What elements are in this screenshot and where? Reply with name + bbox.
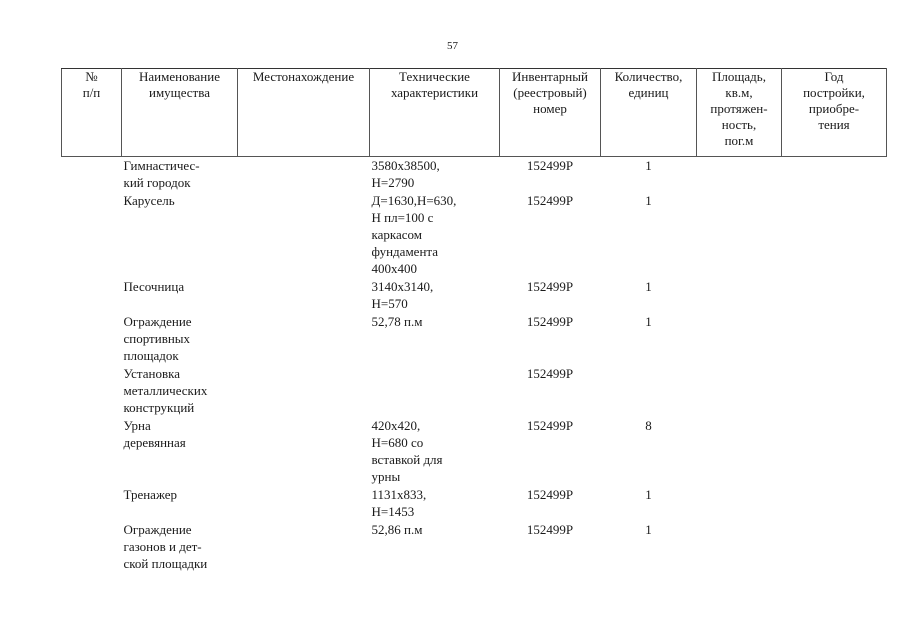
item-location: [238, 521, 370, 573]
item-quantity: 8: [645, 418, 652, 433]
item-location: [238, 278, 370, 313]
item-specs: 3580x38500, H=2790: [371, 158, 440, 190]
item-name: Ограждение газонов и дет- ской площадки: [123, 522, 208, 571]
item-year: [782, 365, 887, 417]
item-location: [238, 313, 370, 365]
item-year: [782, 157, 887, 193]
item-inventory-number: 152499Р: [526, 314, 574, 329]
property-table: [61, 68, 887, 573]
item-location: [238, 365, 370, 417]
item-area: [697, 157, 782, 193]
row-number: [62, 192, 122, 278]
item-year: [782, 417, 887, 486]
table-row: [62, 486, 887, 521]
item-year: [782, 521, 887, 573]
item-inventory-number: 152499Р: [526, 522, 574, 537]
item-quantity: 1: [645, 279, 652, 294]
table-body: [62, 157, 887, 574]
item-inventory-number: 152499Р: [526, 487, 574, 502]
item-area: [697, 278, 782, 313]
row-number: [62, 313, 122, 365]
item-quantity: 1: [645, 314, 652, 329]
header-location: Местонахождение: [238, 69, 370, 157]
header-name: Наименование имущества: [122, 69, 238, 157]
header-specs: Технические характеристики: [370, 69, 500, 157]
item-inventory-number: 152499Р: [526, 418, 574, 433]
page-number: 57: [447, 40, 458, 52]
item-location: [238, 157, 370, 193]
header-area: Площадь, кв.м, протяжен- ность, пог.м: [697, 69, 782, 157]
table-row: [62, 313, 887, 365]
header-inventory-number: Инвентарный (реестровый) номер: [500, 69, 601, 157]
item-location: [238, 192, 370, 278]
item-quantity: 1: [645, 193, 652, 208]
item-specs: [370, 365, 500, 417]
header-number: № п/п: [62, 69, 122, 157]
table-row: [62, 521, 887, 573]
item-quantity: 1: [645, 522, 652, 537]
table-row: [62, 365, 887, 417]
row-number: [62, 486, 122, 521]
item-quantity: 1: [645, 487, 652, 502]
row-number: [62, 278, 122, 313]
item-year: [782, 192, 887, 278]
item-location: [238, 417, 370, 486]
item-specs: 420x420, H=680 со вставкой для урны: [371, 418, 443, 484]
item-name: Тренажер: [123, 487, 178, 502]
item-quantity: [601, 365, 697, 417]
item-name: Ограждение спортивных площадок: [123, 314, 192, 363]
row-number: [62, 417, 122, 486]
item-name: Урна деревянная: [123, 418, 186, 450]
item-year: [782, 278, 887, 313]
item-year: [782, 486, 887, 521]
table-row: [62, 192, 887, 278]
table-row: [62, 278, 887, 313]
row-number: [62, 365, 122, 417]
item-inventory-number: 152499Р: [526, 279, 574, 294]
item-inventory-number: 152499Р: [526, 158, 574, 173]
item-name: Установка металлических конструкций: [123, 366, 208, 415]
item-area: [697, 417, 782, 486]
item-inventory-number: 152499Р: [526, 366, 574, 381]
item-specs: 1131x833, H=1453: [371, 487, 427, 519]
item-inventory-number: 152499Р: [526, 193, 574, 208]
header-quantity: Количество, единиц: [601, 69, 697, 157]
item-area: [697, 486, 782, 521]
item-specs: 3140x3140, H=570: [371, 279, 434, 311]
row-number: [62, 521, 122, 573]
item-area: [697, 365, 782, 417]
item-name: Гимнастичес- кий городок: [123, 158, 200, 190]
item-area: [697, 521, 782, 573]
table-row: [62, 157, 887, 193]
item-name: Песочница: [123, 279, 185, 294]
row-number: [62, 157, 122, 193]
item-area: [697, 313, 782, 365]
header-year: Год постройки, приобре- тения: [782, 69, 887, 157]
item-year: [782, 313, 887, 365]
item-area: [697, 192, 782, 278]
item-location: [238, 486, 370, 521]
table-header: [62, 69, 887, 157]
table-row: [62, 417, 887, 486]
item-specs: Д=1630,Н=630, Н пл=100 с каркасом фундамента 400x400: [371, 193, 457, 276]
item-specs: 52,86 п.м: [371, 522, 423, 537]
item-quantity: 1: [645, 158, 652, 173]
item-specs: 52,78 п.м: [371, 314, 423, 329]
item-name: Карусель: [123, 193, 175, 208]
